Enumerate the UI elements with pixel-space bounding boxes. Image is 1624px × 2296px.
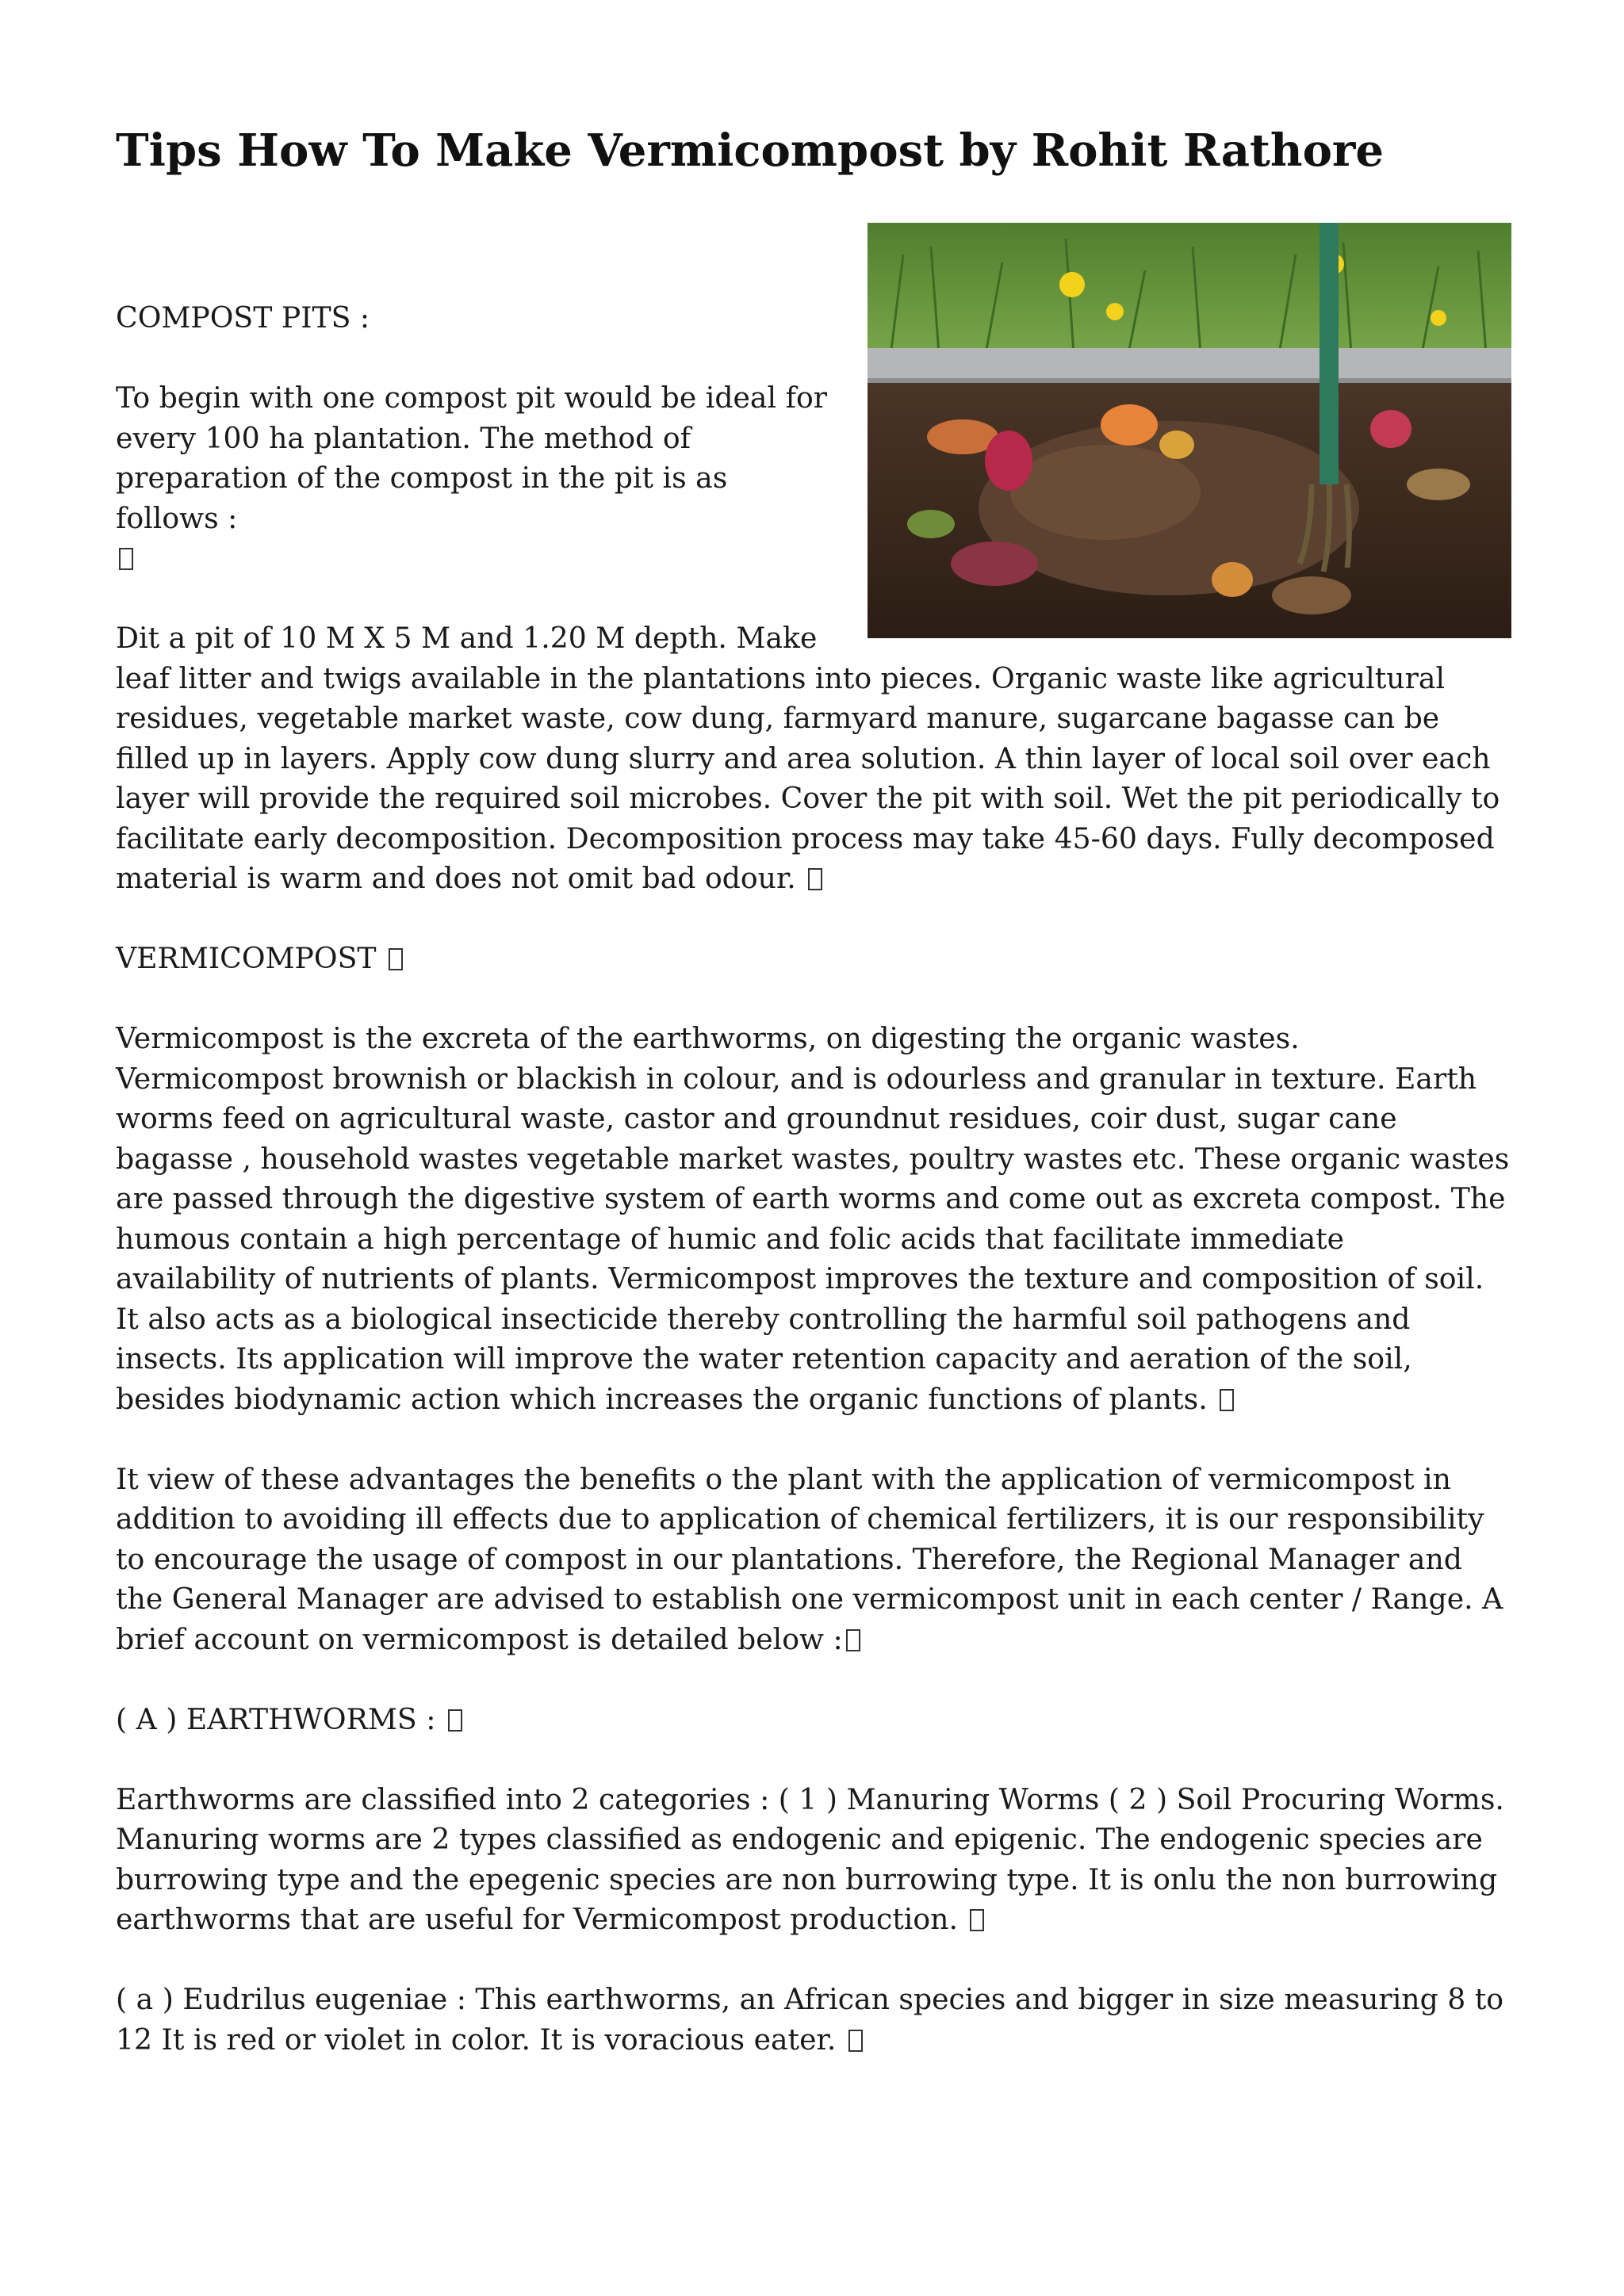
earthworms-body: Earthworms are classified into 2 categories : ( 1 ) Manuring Worms ( 2 ) Soil Procuring Worms. Manuring worms are 2 types classified as endogenic and epigenic. The endogenic species are burrowing type and the epegenic species are non burrowing type. It is onlu the non burrowing earthworms that are useful for Vermicompost production. bbox=[116, 1781, 1504, 1936]
missing-glyph-icon bbox=[970, 1909, 984, 1931]
missing-glyph-icon bbox=[119, 548, 133, 570]
page-title: Tips How To Make Vermicompost by Rohit Rathore bbox=[116, 124, 1385, 177]
compost-pits-method: Dit a pit of 10 M X 5 M and 1.20 M depth. Make leaf litter and twigs available in the plantations into pieces. Organic waste like agricultural residues, vegetable market waste, cow dung, farmyard manure, sugarcane bagasse can be filled up in layers. Apply cow dung slurry and area solution. A thin layer of local soil over each layer will provide the required soil microbes. Cover the pit with soil. Wet the pit periodically to facilitate early decomposition. Decomposition process may take 45-60 days. Fully decomposed material is warm and does not omit bad odour. bbox=[116, 621, 1500, 895]
missing-glyph-icon bbox=[448, 1709, 462, 1732]
document-page bbox=[116, 119, 1511, 2100]
missing-glyph-icon bbox=[848, 2030, 863, 2052]
earthworms-heading: ( A ) EARTHWORMS : bbox=[116, 1700, 1511, 1740]
missing-glyph-icon bbox=[846, 1629, 860, 1651]
compost-photo bbox=[868, 223, 1511, 638]
article-body bbox=[116, 298, 1511, 2060]
missing-glyph-icon bbox=[389, 948, 403, 970]
vermicompost-heading: VERMICOMPOST bbox=[116, 939, 1511, 979]
eudrilus-body: ( a ) Eudrilus eugeniae : This earthworms, an African species and bigger in size measuring 8 to 12 It is red or violet in color. It is voracious eater. bbox=[116, 1982, 1504, 2057]
missing-glyph-icon bbox=[1220, 1389, 1234, 1411]
compost-pits-intro: To begin with one compost pit would be ideal for every 100 ha plantation. The method of preparation of the compost in the pit is as follows : bbox=[116, 378, 1511, 579]
compost-pits-heading: COMPOST PITS : bbox=[116, 300, 370, 335]
advantages-body: It view of these advantages the benefits o the plant with the application of vermicompost in addition to avoiding ill effects due to application of chemical fertilizers, it is our responsibility to encourage the usage of compost in our plantations. Therefore, the Regional Manager and the General Manager are advised to establish one vermicompost unit in each center / Range. A brief account on vermicompost is detailed below : bbox=[116, 1461, 1503, 1656]
missing-glyph-icon bbox=[808, 868, 822, 890]
compost-photo-illustration bbox=[868, 223, 1511, 638]
vermicompost-body: Vermicompost is the excreta of the earthworms, on digesting the organic wastes. Vermicompost brownish or blackish in colour, and is odourless and granular in texture. Earth worms feed on agricultural waste, castor and groundnut residues, coir dust, sugar cane bagasse , household wastes vegetable market wastes, poultry wastes etc. These organic wastes are passed through the digestive system of earth worms and come out as excreta compost. The humous contain a high percentage of humic and folic acids that facilitate immediate availability of nutrients of plants. Vermicompost improves the texture and composition of soil. It also acts as a biological insecticide thereby controlling the harmful soil pathogens and insects. Its application will improve the water retention capacity and aeration of the soil, besides biodynamic action which increases the organic functions of plants. bbox=[116, 1021, 1510, 1416]
